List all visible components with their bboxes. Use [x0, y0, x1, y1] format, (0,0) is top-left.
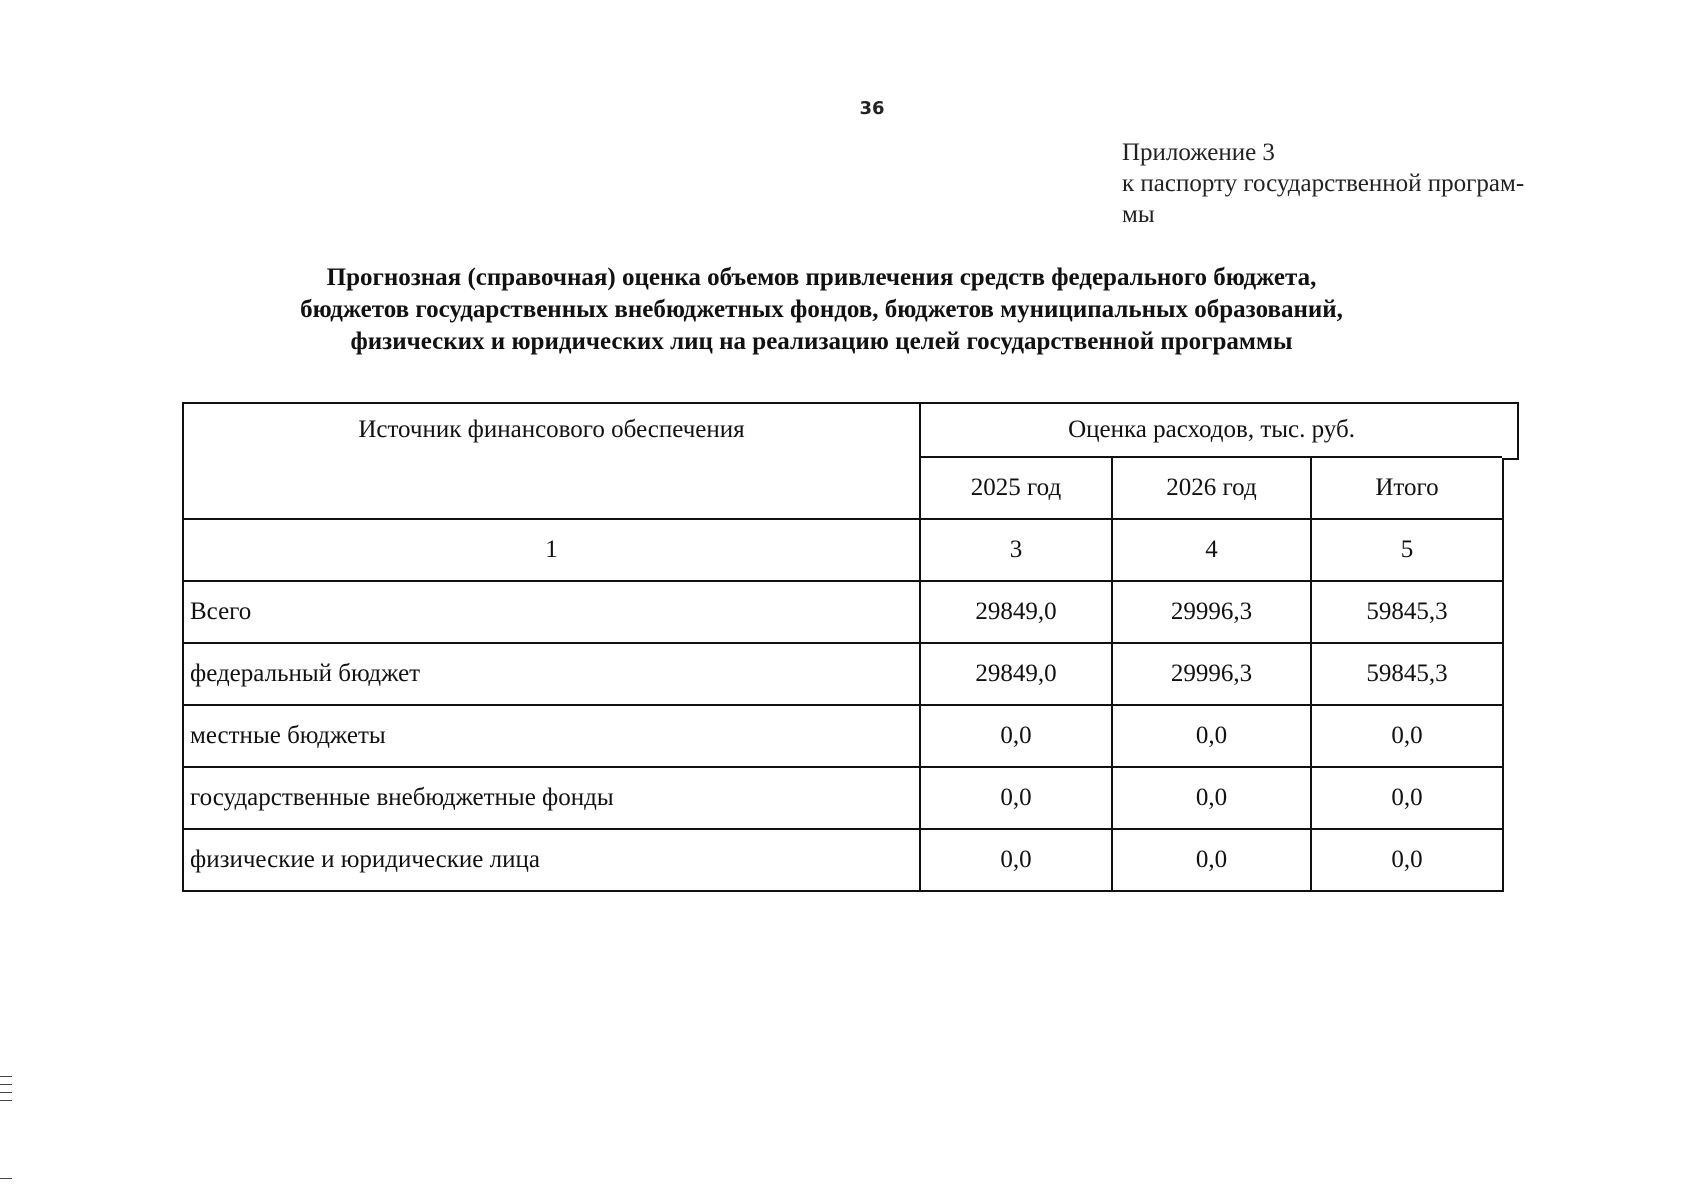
row-value-2026: 29996,3	[1112, 581, 1311, 643]
title-line-2: бюджетов государственных внебюджетных фондов, бюджетов муниципальных образований,	[300, 296, 1343, 323]
column-number: 1	[183, 519, 920, 581]
row-value-2025: 0,0	[920, 767, 1112, 829]
appendix-line-2: к паспорту государственной програм-	[1122, 170, 1525, 197]
row-source: Всего	[183, 581, 920, 643]
header-source: Источник финансового обеспечения	[183, 403, 920, 519]
row-value-2025: 29849,0	[920, 643, 1112, 705]
row-source: физические и юридические лица	[183, 829, 920, 891]
title-line-3: физических и юридических лиц на реализацию целей государственной программы	[350, 328, 1293, 355]
financing-table	[182, 402, 1504, 892]
table-row	[183, 767, 1503, 829]
row-source: местные бюджеты	[183, 705, 920, 767]
financing-table-wrapper	[182, 402, 1517, 898]
column-number: 5	[1311, 519, 1503, 581]
table-column-numbers-row	[183, 519, 1503, 581]
row-value-2026: 0,0	[1112, 829, 1311, 891]
row-value-total: 59845,3	[1311, 581, 1503, 643]
header-border-overhang	[1502, 402, 1519, 460]
row-value-2026: 0,0	[1112, 767, 1311, 829]
header-total: Итого	[1311, 457, 1503, 519]
table-row	[183, 705, 1503, 767]
row-source: федеральный бюджет	[183, 643, 920, 705]
scan-edge-mark	[0, 1092, 12, 1093]
row-value-2025: 0,0	[920, 705, 1112, 767]
column-number: 4	[1112, 519, 1311, 581]
row-source: государственные внебюджетные фонды	[183, 767, 920, 829]
row-value-total: 59845,3	[1311, 643, 1503, 705]
appendix-note	[1122, 137, 1572, 230]
row-value-2026: 0,0	[1112, 705, 1311, 767]
header-year-2026: 2026 год	[1112, 457, 1311, 519]
header-cost-estimate: Оценка расходов, тыс. руб.	[920, 403, 1503, 457]
row-value-2025: 29849,0	[920, 581, 1112, 643]
row-value-2025: 0,0	[920, 829, 1112, 891]
scan-edge-mark	[0, 1084, 12, 1085]
row-value-total: 0,0	[1311, 705, 1503, 767]
scan-edge-mark	[0, 1100, 12, 1101]
table-row	[183, 581, 1503, 643]
row-value-total: 0,0	[1311, 767, 1503, 829]
title-line-1: Прогнозная (справочная) оценка объемов привлечения средств федерального бюджета,	[326, 264, 1317, 291]
appendix-line-1: Приложение 3	[1122, 139, 1275, 166]
scan-edge-mark	[0, 1178, 12, 1179]
table-row	[183, 643, 1503, 705]
row-value-total: 0,0	[1311, 829, 1503, 891]
scan-edge-mark	[0, 1076, 12, 1077]
page-number: 36	[859, 98, 885, 119]
appendix-line-3: мы	[1122, 201, 1155, 228]
header-year-2025: 2025 год	[920, 457, 1112, 519]
column-number: 3	[920, 519, 1112, 581]
table-header-row	[183, 403, 1503, 457]
row-value-2026: 29996,3	[1112, 643, 1311, 705]
document-title	[250, 262, 1393, 358]
table-row	[183, 829, 1503, 891]
